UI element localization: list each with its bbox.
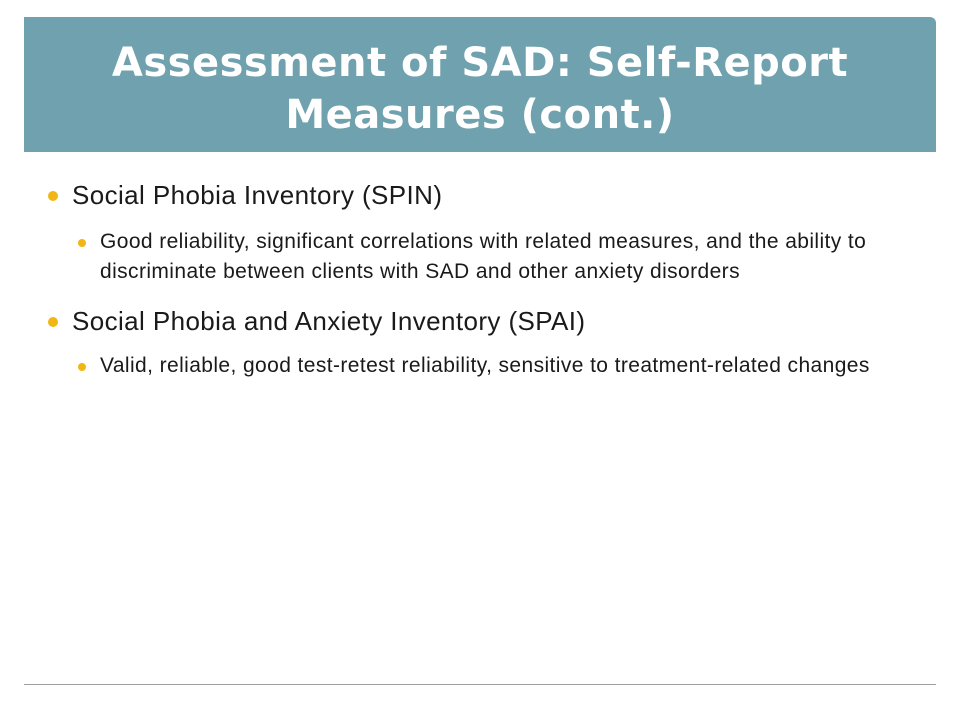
footer-divider xyxy=(24,684,936,685)
sub-bullet-dot-icon xyxy=(78,363,86,371)
bullet-heading-spin: Social Phobia Inventory (SPIN) xyxy=(72,180,443,210)
sub-bullet-spai xyxy=(74,351,914,381)
bullet-item-spin xyxy=(44,180,914,210)
title-bar xyxy=(24,17,936,152)
bullet-item-spai xyxy=(44,306,914,336)
sub-bullet-dot-icon xyxy=(78,239,86,247)
bullet-heading-spai: Social Phobia and Anxiety Inventory (SPAI) xyxy=(72,306,586,336)
slide-title: Assessment of SAD: Self-Report Measures (cont.) xyxy=(111,40,849,138)
sub-bullet-spin xyxy=(74,227,914,287)
slide-content xyxy=(44,176,914,381)
bullet-dot-icon xyxy=(48,317,58,327)
bullet-dot-icon xyxy=(48,191,58,201)
sub-bullet-text-spin: Good reliability, significant correlations with related measures, and the ability to discriminate between clients with SAD and other anxiety disorders xyxy=(100,230,867,283)
sub-bullet-text-spai: Valid, reliable, good test-retest reliability, sensitive to treatment-related changes xyxy=(100,354,870,377)
